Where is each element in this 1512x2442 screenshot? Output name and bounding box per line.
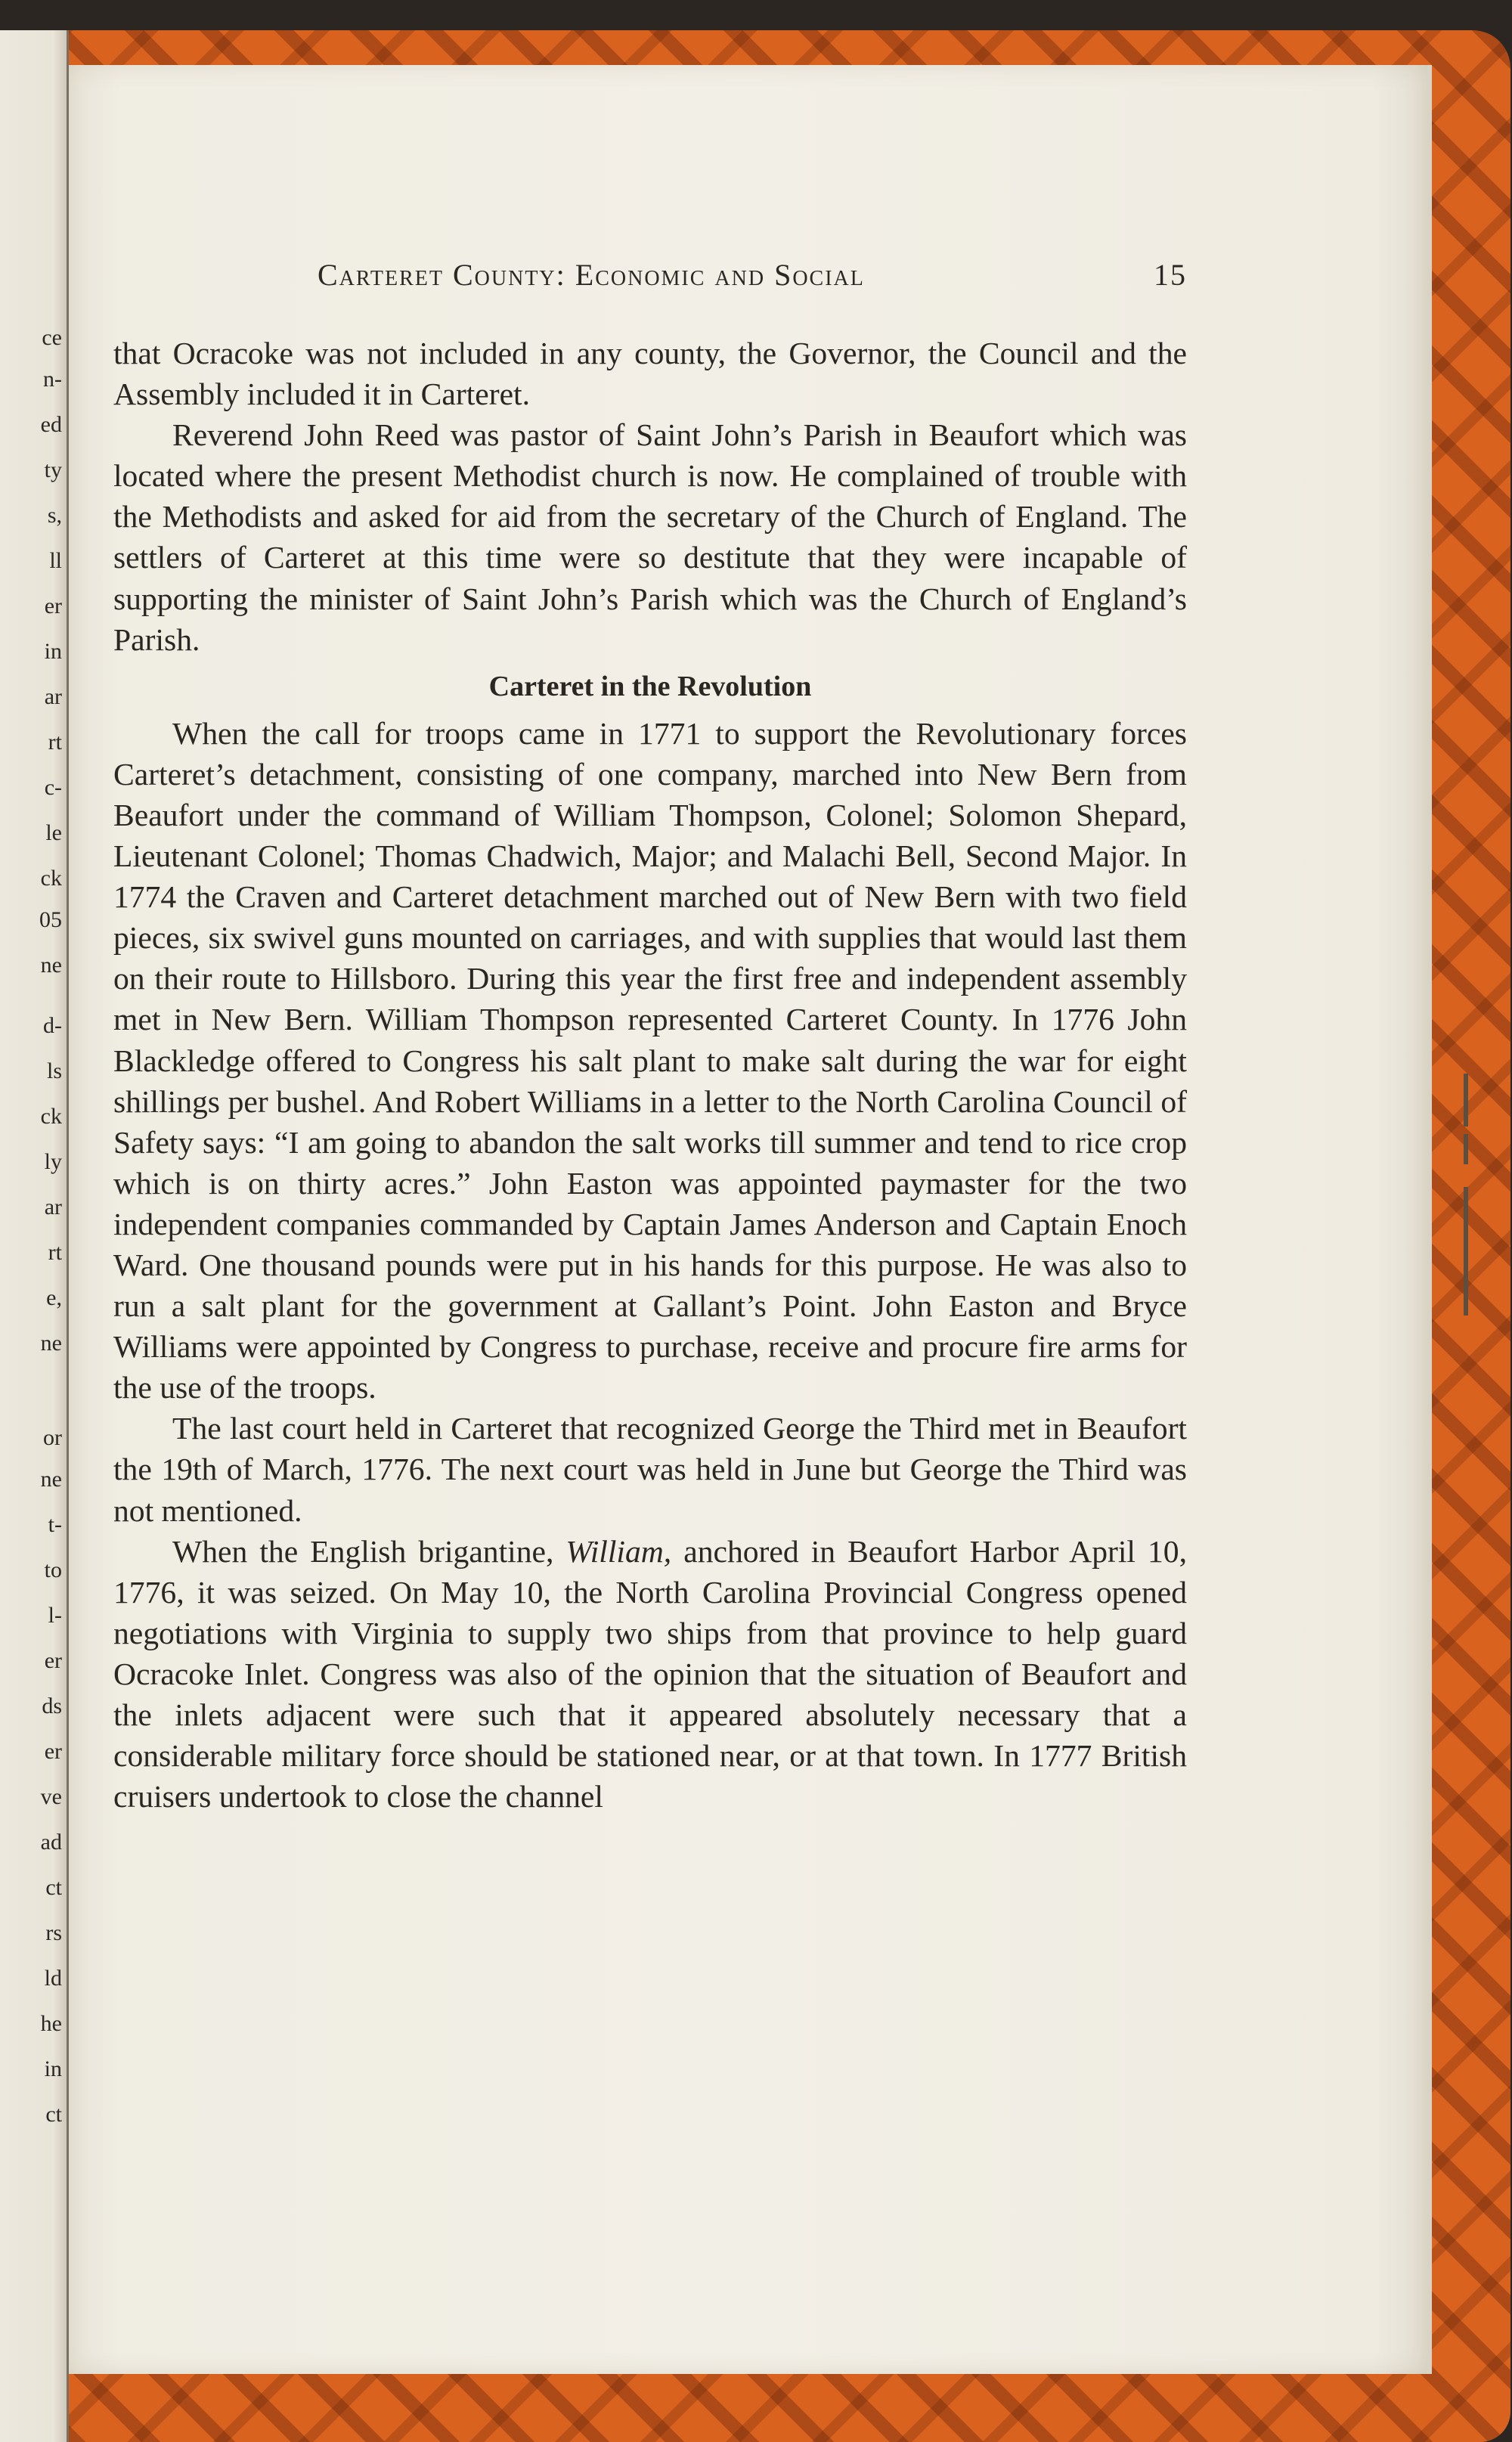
running-title: Carteret County: Economic and Social: [318, 258, 865, 292]
facing-page-text-fragment: ck: [40, 866, 62, 891]
facing-page-text-fragment: n-: [43, 367, 62, 392]
page-edge-mark: [1464, 1074, 1468, 1126]
facing-page-edge: [0, 30, 67, 2442]
facing-page-text-fragment: er: [44, 1739, 62, 1764]
facing-page-text-fragment: ls: [46, 1058, 62, 1083]
facing-page-text-fragment: s,: [47, 503, 62, 528]
facing-page-text-fragment: rs: [45, 1920, 62, 1945]
paragraph-text: When the English brigantine,: [172, 1533, 566, 1569]
facing-page-text-fragment: ll: [49, 548, 62, 573]
paragraph: When the call for troops came in 1771 to support the Revolutionary forces Carteret’s detachment, consisting of one company, marched into New Bern from Beaufort under the command of William Thompson, Colonel; Solomon Shepard, Lieutenant Colonel; Thomas Chadwich, Major; and Malachi Bell, Second Major. In 1774 the Craven and Carteret detachment marched out of New Bern with two field pieces, six swivel guns mounted on carriages, and with supplies that would last them on their route to Hillsboro. During this year the first free and independent assembly met in New Bern. William Thompson represented Carteret County. In 1776 John Blackledge offered to Congress his salt plant to make salt during the war for eight shillings per bushel. And Robert Williams in a letter to the North Carolina Council of Safety says: “I am going to abandon the salt works till summer and tend to rice crop which is on thirty acres.” John Easton was appointed paymaster for the two independent companies commanded by Captain James Anderson and Captain Enoch Ward. One thousand pounds were put in his hands for this purpose. He was also to run a salt plant for the government at Gallant’s Point. John Easton and Bryce Williams were appointed by Congress to purchase, receive and procure fire arms for the use of the troops.: [113, 715, 1187, 1405]
facing-page-text-fragment: ve: [40, 1784, 62, 1809]
facing-page-text-fragment: ld: [44, 1966, 62, 1991]
facing-page-text-fragment: in: [44, 2056, 62, 2081]
section-heading: Carteret in the Revolution: [488, 670, 812, 702]
facing-page-text-fragment: ar: [44, 1195, 62, 1219]
facing-page-text-fragment: or: [43, 1425, 62, 1450]
facing-page-text-fragment: le: [45, 820, 62, 845]
facing-page-text-fragment: to: [44, 1557, 62, 1582]
body-text: [113, 333, 1187, 1817]
running-head: [318, 257, 1187, 302]
paragraph: The last court held in Carteret that recognized George the Third met in Beaufort the 19th of March, 1776. The next court was held in June but George the Third was not mentioned.: [113, 1411, 1187, 1528]
facing-page-text-fragment: l-: [48, 1603, 62, 1628]
facing-page-text-fragment: ly: [44, 1149, 62, 1174]
paragraph: [113, 1531, 1187, 1818]
facing-page-text-fragment: ne: [40, 953, 62, 978]
facing-page-text-fragment: rt: [48, 1240, 62, 1265]
facing-page-text-fragment: ct: [45, 2102, 62, 2127]
facing-page-text-fragment: ar: [44, 684, 62, 709]
page-number: 15: [1154, 258, 1187, 292]
facing-page-text-fragment: ct: [45, 1875, 62, 1900]
facing-page-text-fragment: e,: [46, 1285, 62, 1310]
facing-page-text-fragment: t-: [48, 1512, 62, 1537]
facing-page-text-fragment: ce: [42, 325, 62, 350]
gutter-line: [67, 30, 69, 2442]
facing-page-text-fragment: d-: [43, 1013, 62, 1038]
facing-page-text-fragment: ne: [40, 1467, 62, 1492]
page-edge-mark: [1464, 1187, 1468, 1316]
facing-page-text-fragment: ed: [40, 412, 62, 437]
paragraph-text: anchored in Beaufort Harbor April 10, 1776, it was seized. On May 10, the North Carolina Provincial Congress opened negotiations with Virginia to supply two ships from that province to help guard Ocracoke Inlet. Congress was also of the opinion that the situation of Beaufort and the inlets adjacent were such that it appeared absolutely necessary that a considerable military force should be stationed near, or at that town. In 1777 British cruisers undertook to close the channel: [113, 1533, 1187, 1814]
facing-page-text-fragment: ck: [40, 1104, 62, 1129]
facing-page-text-fragment: er: [44, 593, 62, 618]
page-edge-mark: [1464, 1134, 1468, 1164]
facing-page-text-fragment: 05: [39, 907, 62, 932]
facing-page-text-fragment: er: [44, 1648, 62, 1673]
facing-page-text-fragment: he: [40, 2011, 62, 2036]
facing-page-text-fragment: c-: [44, 775, 62, 800]
facing-page-text-fragment: in: [44, 639, 62, 664]
facing-page-text-fragment: rt: [48, 730, 62, 755]
ship-name: William,: [565, 1533, 672, 1569]
paragraph: that Ocracoke was not included in any county, the Governor, the Council and the Assembly included it in Carteret.: [113, 336, 1187, 412]
facing-page-text-fragment: ne: [40, 1331, 62, 1356]
facing-page-text-fragment: ad: [40, 1830, 62, 1855]
paragraph: Reverend John Reed was pastor of Saint John’s Parish in Beaufort which was located where the present Methodist church is now. He complained of trouble with the Methodists and asked for aid from the secretary of the Church of England. The settlers of Carteret at this time were so destitute that they were incapable of supporting the minister of Saint John’s Parish which was the Church of England’s Parish.: [113, 417, 1187, 657]
facing-page-text-fragment: ty: [44, 457, 62, 482]
facing-page-text-fragment: ds: [42, 1694, 62, 1718]
